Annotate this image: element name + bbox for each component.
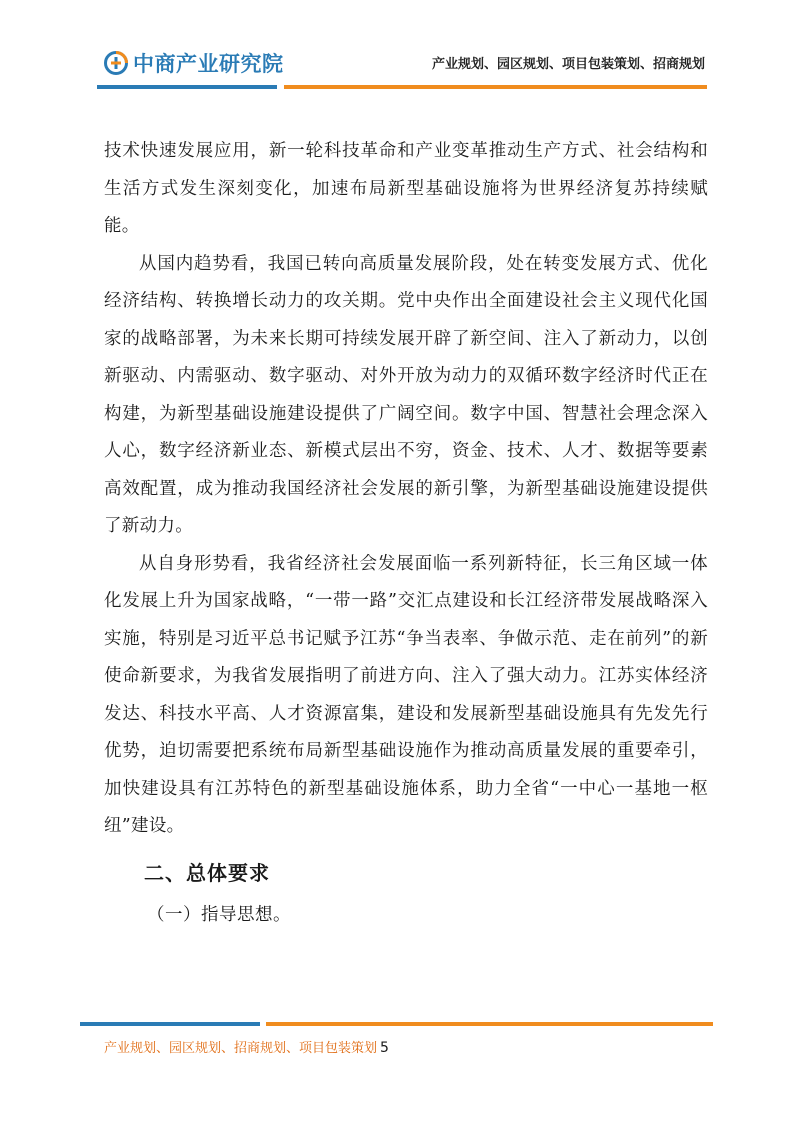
logo-text: 中商产业研究院 <box>133 52 284 76</box>
page-number: 5 <box>380 1040 389 1056</box>
document-body <box>104 133 708 934</box>
footer-divider-orange <box>266 1022 713 1026</box>
page-header <box>0 0 793 95</box>
footer-text: 产业规划、园区规划、招商规划、项目包装策划 <box>104 1041 378 1056</box>
header-tagline: 产业规划、园区规划、项目包装策划、招商规划 <box>431 57 705 72</box>
section-heading: 二、总体要求 <box>144 860 270 885</box>
subsection-heading: （一）指导思想。 <box>147 904 291 925</box>
footer-divider-blue <box>80 1022 260 1026</box>
paragraph-1: 技术快速发展应用，新一轮科技革命和产业变革推动生产方式、社会结构和生活方式发生深刻变化，加速布局新型基础设施将为世界经济复苏持续赋能。 <box>104 141 708 236</box>
header-divider-orange <box>284 85 707 89</box>
paragraph-3: 从自身形势看，我省经济社会发展面临一系列新特征，长三角区域一体化发展上升为国家战略，“一带一路”交汇点建设和长江经济带发展战略深入实施，特别是习近平总书记赋予江苏“争当表率、争做示范、走在前列”的新使命新要求，为我省发展指明了前进方向、注入了强大动力。江苏实体经济发达、科技水平高、人才资源富集，建设和发展新型基础设施具有先发先行优势，迫切需要把系统布局新型基础设施作为推动高质量发展的重要牵引，加快建设具有江苏特色的新型基础设施体系，助力全省“一中心一基地一枢纽”建设。 <box>104 553 708 836</box>
logo <box>104 48 284 78</box>
page-footer <box>104 1037 389 1056</box>
paragraph-2: 从国内趋势看，我国已转向高质量发展阶段，处在转变发展方式、优化经济结构、转换增长动力的攻关期。党中央作出全面建设社会主义现代化国家的战略部署，为未来长期可持续发展开辟了新空间、注入了新动力，以创新驱动、内需驱动、数字驱动、对外开放为动力的双循环数字经济时代正在构建，为新型基础设施建设提供了广阔空间。数字中国、智慧社会理念深入人心，数字经济新业态、新模式层出不穷，资金、技术、人才、数据等要素高效配置，成为推动我国经济社会发展的新引擎，为新型基础设施建设提供了新动力。 <box>104 253 708 536</box>
logo-icon <box>104 51 128 75</box>
header-divider-blue <box>97 85 277 89</box>
